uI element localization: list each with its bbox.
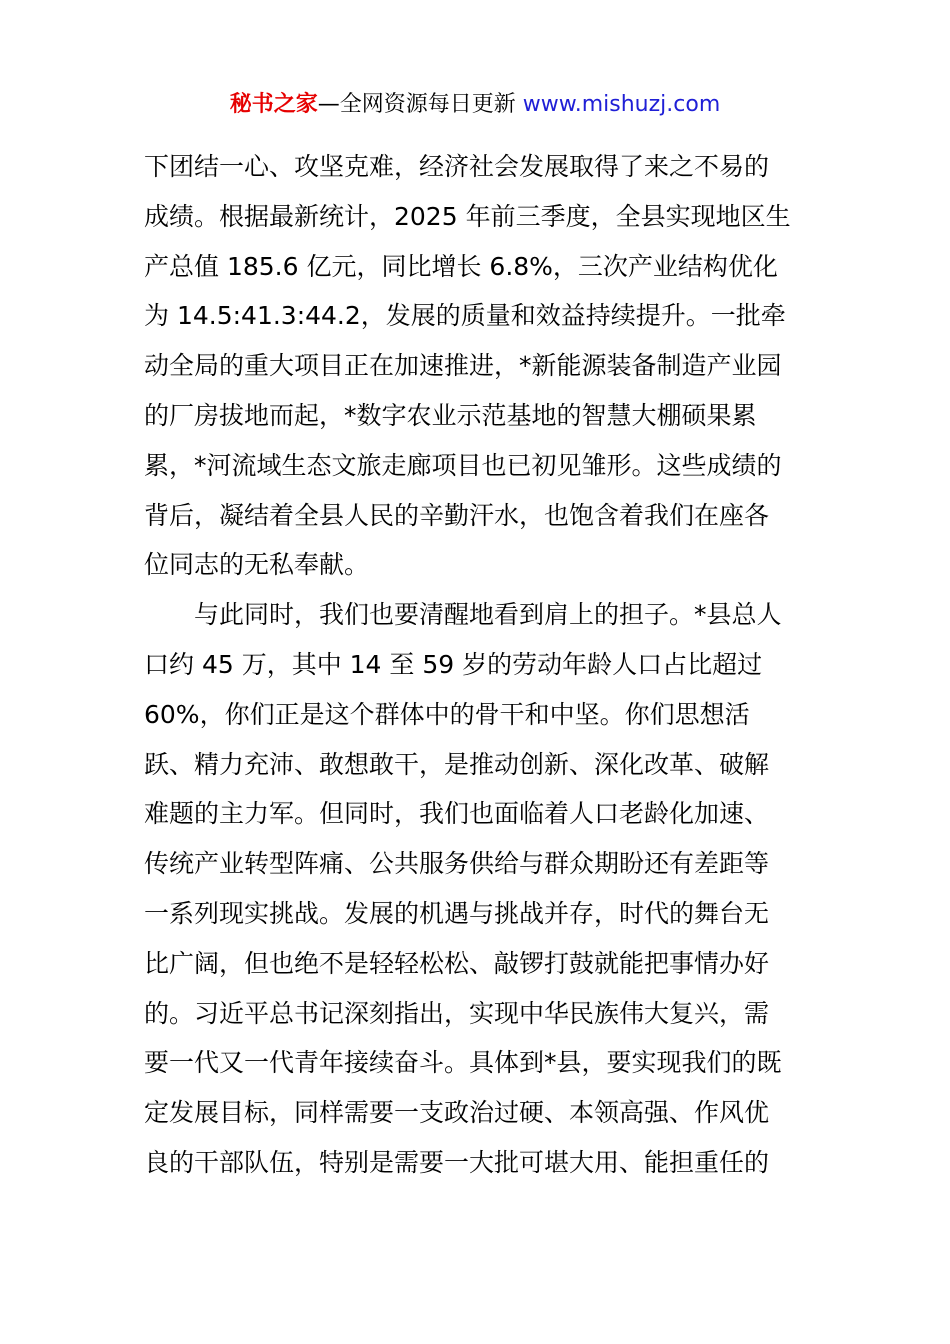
text-line: 比广阔，但也绝不是轻轻松松、敲锣打鼓就能把事情办好: [144, 948, 770, 978]
text-line: 为 14.5:41.3:44.2，发展的质量和效益持续提升。一批牵: [144, 301, 786, 331]
text-line: 累，*河流域生态文旅走廊项目也已初见雏形。这些成绩的: [144, 450, 782, 480]
text-line: 口约 45 万，其中 14 至 59 岁的劳动年龄人口占比超过: [144, 649, 763, 679]
text-line: 的厂房拔地而起，*数字农业示范基地的智慧大棚硕果累: [144, 400, 757, 430]
text-line: 一系列现实挑战。发展的机遇与挑战并存，时代的舞台无: [144, 898, 770, 928]
text-line: 位同志的无私奉献。: [144, 550, 370, 580]
text-line: 背后，凝结着全县人民的辛勤汗水，也饱含着我们在座各: [144, 500, 770, 530]
site-url-link[interactable]: www.mishuzj.com: [522, 92, 721, 117]
brand-name: 秘书之家: [229, 92, 318, 117]
header-tagline: —全网资源每日更新: [317, 92, 523, 117]
text-line: 难题的主力军。但同时，我们也面临着人口老龄化加速、: [144, 799, 770, 829]
text-line: 下团结一心、攻坚克难，经济社会发展取得了来之不易的: [144, 152, 770, 181]
text-line: 良的干部队伍，特别是需要一大批可堪大用、能担重任的: [144, 1147, 770, 1177]
text-line: 成绩。根据最新统计，2025 年前三季度，全县实现地区生: [144, 201, 791, 231]
text-line: 要一代又一代青年接续奋斗。具体到*县，要实现我们的既: [144, 1048, 782, 1078]
text-line: 产总值 185.6 亿元，同比增长 6.8%，三次产业结构优化: [144, 251, 778, 281]
text-line: 动全局的重大项目正在加速推进，*新能源装备制造产业园: [144, 351, 782, 381]
text-line: 跃、精力充沛、敢想敢干，是推动创新、深化改革、破解: [144, 749, 770, 779]
text-line: 的。习近平总书记深刻指出，实现中华民族伟大复兴，需: [144, 998, 770, 1028]
text-line: 60%，你们正是这个群体中的骨干和中坚。你们思想活: [144, 699, 750, 729]
text-line: 定发展目标，同样需要一支政治过硬、本领高强、作风优: [144, 1098, 770, 1128]
text-line: 与此同时，我们也要清醒地看到肩上的担子。*县总人: [144, 600, 782, 630]
text-line: 传统产业转型阵痛、公共服务供给与群众期盼还有差距等: [144, 849, 770, 879]
page-header: [0, 88, 950, 122]
document-body: [144, 142, 809, 1188]
